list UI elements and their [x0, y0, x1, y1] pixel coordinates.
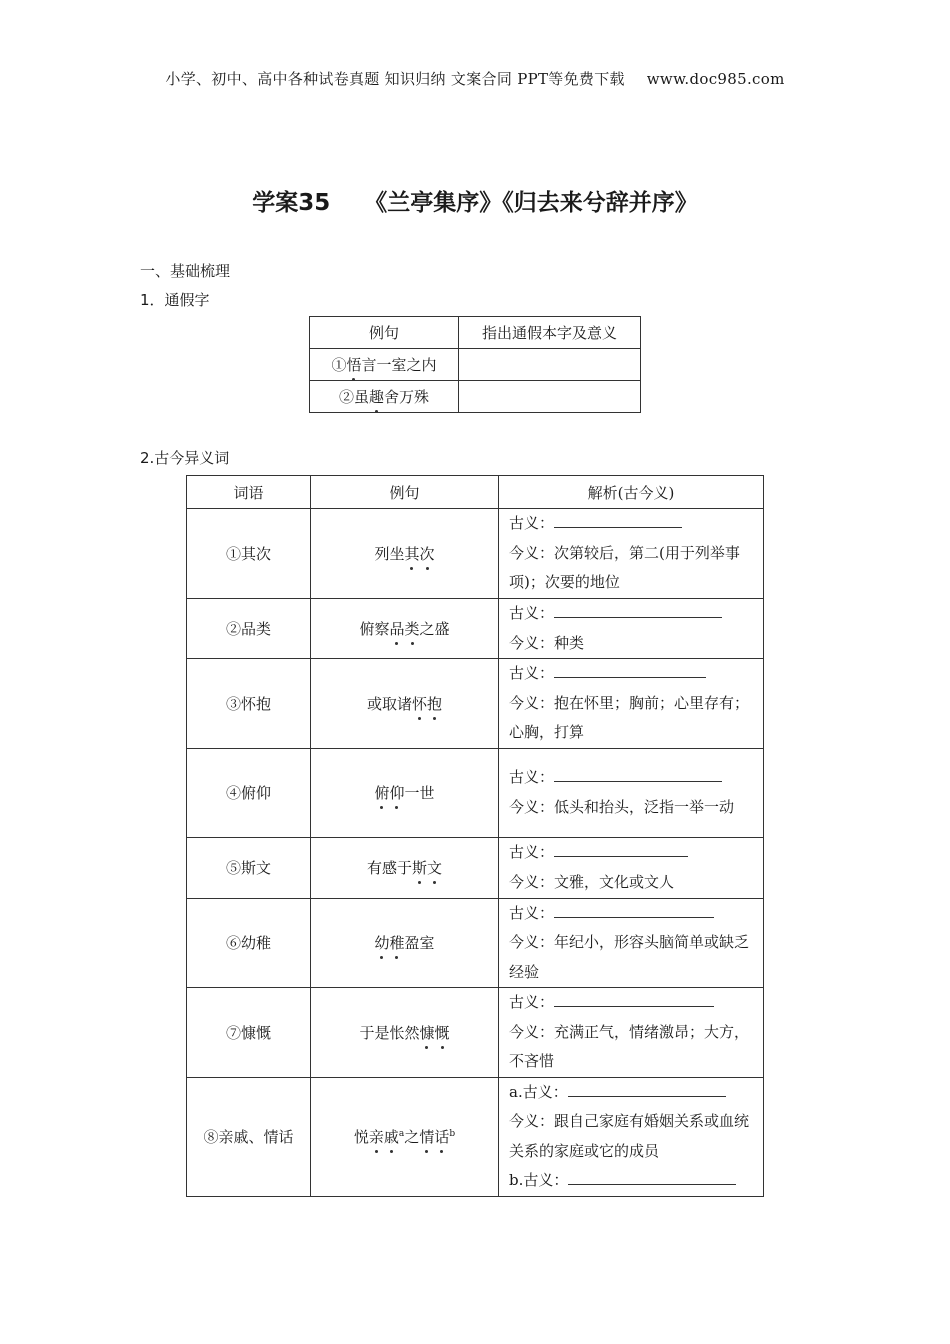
- table-row: [187, 509, 764, 599]
- table-header-row: [187, 476, 764, 509]
- analysis-cell: 古义： 今义：充满正气，情绪激昂；大方，不吝惜: [499, 988, 764, 1078]
- analysis-cell: 古义： 今义：文雅，文化或文人: [499, 837, 764, 898]
- example-cell: 或取诸怀抱: [311, 659, 499, 749]
- table-row: [187, 1077, 764, 1196]
- example-cell: 有感于斯文: [311, 837, 499, 898]
- word-cell: ①其次: [187, 509, 311, 599]
- table-row: [187, 599, 764, 659]
- analysis-cell: 古义： 今义：次第较后，第二(用于列举事项)；次要的地位: [499, 509, 764, 599]
- answer-cell[interactable]: [459, 349, 641, 381]
- section-heading-basics: 一、基础梳理: [140, 262, 231, 280]
- example-cell: 俯察品类之盛: [311, 599, 499, 659]
- answer-cell[interactable]: [459, 381, 641, 413]
- analysis-cell: 古义： 今义：低头和抬头，泛指一举一动: [499, 748, 764, 837]
- column-header: 例句: [310, 317, 459, 349]
- example-cell: ①悟言一室之内: [310, 349, 459, 381]
- analysis-cell: a.古义： 今义：跟自己家庭有婚姻关系或血统关系的家庭或它的成员 b.古义：: [499, 1077, 764, 1196]
- tongjiazi-table: [309, 316, 641, 413]
- column-header: 解析(古今义): [499, 476, 764, 509]
- page-title: [0, 184, 950, 217]
- word-cell: ⑦慷慨: [187, 988, 311, 1078]
- example-cell: ②虽趣舍万殊: [310, 381, 459, 413]
- ancient-meaning-blank[interactable]: [554, 661, 706, 678]
- table-row: [187, 748, 764, 837]
- table-row: [310, 349, 641, 381]
- section-heading-tongjiazi: 1．通假字: [140, 291, 210, 309]
- ancient-meaning-blank[interactable]: [554, 601, 722, 618]
- table-row: [187, 659, 764, 749]
- gujinyiyi-table: [186, 475, 764, 1197]
- analysis-cell: 古义： 今义：种类: [499, 599, 764, 659]
- ancient-meaning-blank[interactable]: [568, 1080, 726, 1097]
- word-cell: ⑤斯文: [187, 837, 311, 898]
- word-cell: ⑧亲戚、情话: [187, 1077, 311, 1196]
- column-header: 指出通假本字及意义: [459, 317, 641, 349]
- ancient-meaning-blank[interactable]: [554, 840, 688, 857]
- example-cell: 俯仰一世: [311, 748, 499, 837]
- table-row: [187, 898, 764, 988]
- word-cell: ④俯仰: [187, 748, 311, 837]
- example-cell: 幼稚盈室: [311, 898, 499, 988]
- analysis-cell: 古义： 今义：年纪小，形容头脑简单或缺乏经验: [499, 898, 764, 988]
- word-cell: ⑥幼稚: [187, 898, 311, 988]
- word-cell: ③怀抱: [187, 659, 311, 749]
- word-cell: ②品类: [187, 599, 311, 659]
- example-cell: 于是怅然慷慨: [311, 988, 499, 1078]
- table-row: [187, 988, 764, 1078]
- ancient-meaning-blank[interactable]: [568, 1168, 736, 1185]
- ancient-meaning-blank[interactable]: [554, 990, 714, 1007]
- table-header-row: [310, 317, 641, 349]
- table-row: [310, 381, 641, 413]
- table-row: [187, 837, 764, 898]
- title-lesson: 学案35: [252, 190, 331, 216]
- ancient-meaning-blank[interactable]: [554, 765, 722, 782]
- section-heading-gujinyiyi: 2.古今异义词: [140, 449, 230, 467]
- column-header: 词语: [187, 476, 311, 509]
- header-text: 小学、初中、高中各种试卷真题 知识归纳 文案合同 PPT等免费下载: [165, 70, 625, 88]
- analysis-cell: 古义： 今义：抱在怀里；胸前；心里存有；心胸，打算: [499, 659, 764, 749]
- example-cell: 悦亲戚$^a$之情话$^b$: [311, 1077, 499, 1196]
- ancient-meaning-blank[interactable]: [554, 901, 714, 918]
- ancient-meaning-blank[interactable]: [554, 511, 682, 528]
- header-site[interactable]: www.doc985.com: [646, 70, 785, 88]
- title-works: 《兰亭集序》《归去来兮辞并序》: [364, 190, 698, 216]
- example-cell: 列坐其次: [311, 509, 499, 599]
- column-header: 例句: [311, 476, 499, 509]
- page-header: [0, 68, 950, 89]
